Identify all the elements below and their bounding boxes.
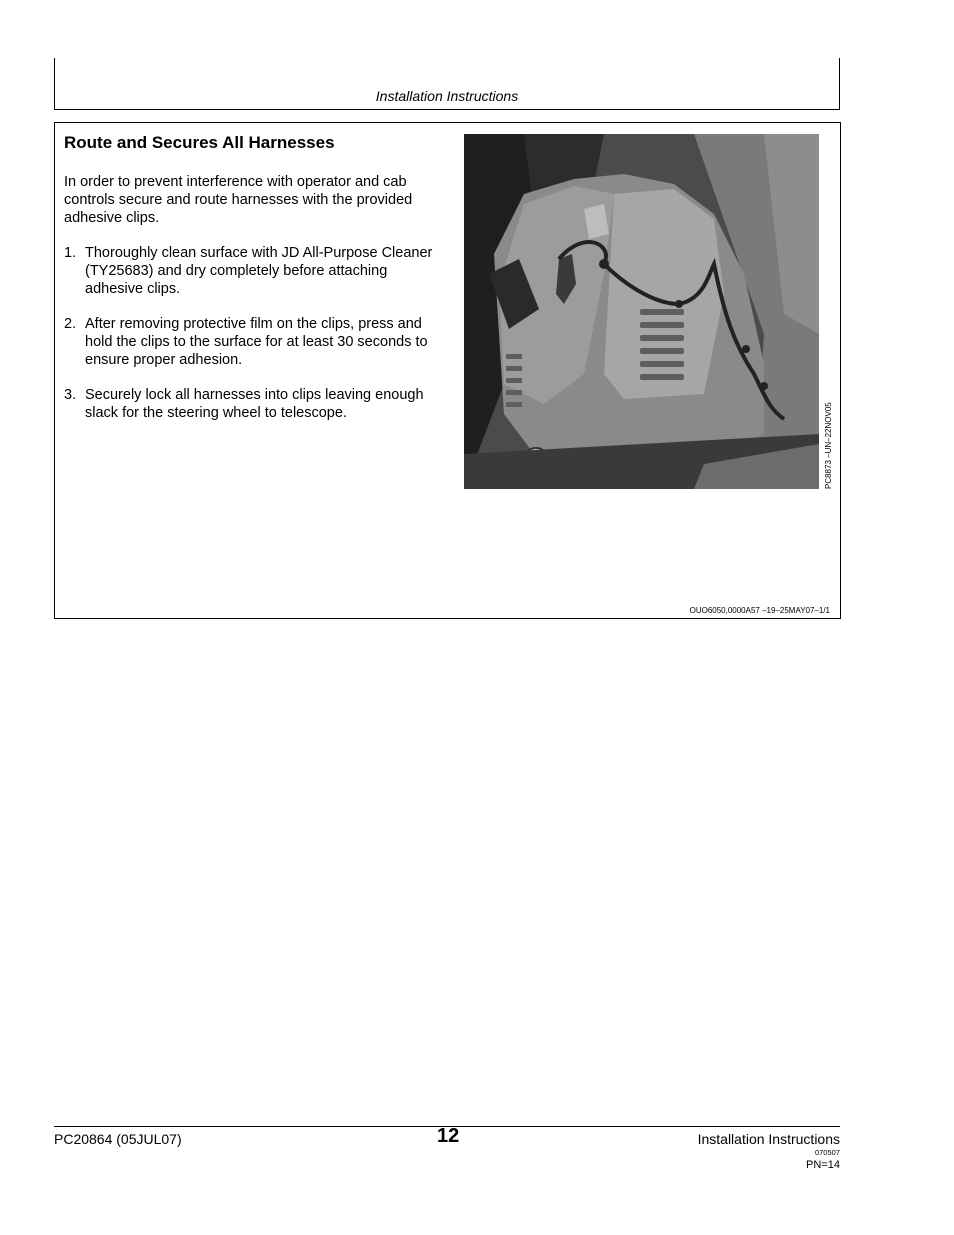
step-item [64, 386, 446, 422]
step-text: Thoroughly clean surface with JD All-Purpose Cleaner (TY25683) and dry completely before attaching adhesive clips. [85, 245, 433, 297]
step-number: 3. [64, 387, 77, 403]
header-title: Installation Instructions [375, 88, 519, 104]
intro-paragraph: In order to prevent interference with operator and cab controls secure and route harnesses with the provided adhesive clips. [64, 174, 413, 226]
step-item [64, 315, 446, 369]
photo-id-label: PC8873 –UN–22NOV05 [824, 402, 833, 489]
step-text: After removing protective film on the clips, press and hold the clips to the surface for at least 30 seconds to ensure proper adhesion. [85, 316, 428, 368]
instruction-section [54, 122, 841, 619]
footer-date-code: 070507 [814, 1148, 840, 1157]
footer-pn: PN=14 [806, 1159, 840, 1171]
step-item [64, 244, 446, 298]
step-number: 2. [64, 316, 77, 332]
footer-title: Installation Instructions [697, 1131, 840, 1147]
reference-code: OUO6050,0000A57 –19–25MAY07–1/1 [689, 606, 830, 615]
step-number: 1. [64, 245, 77, 261]
footer-doc-code: PC20864 (05JUL07) [54, 1131, 182, 1147]
steps-list [64, 244, 446, 439]
step-text: Securely lock all harnesses into clips leaving enough slack for the steering wheel to telescope. [85, 387, 424, 421]
page-number: 12 [437, 1125, 460, 1147]
section-heading: Route and Secures All Harnesses [64, 133, 335, 152]
harness-photo [464, 134, 819, 489]
page-header [54, 58, 840, 110]
